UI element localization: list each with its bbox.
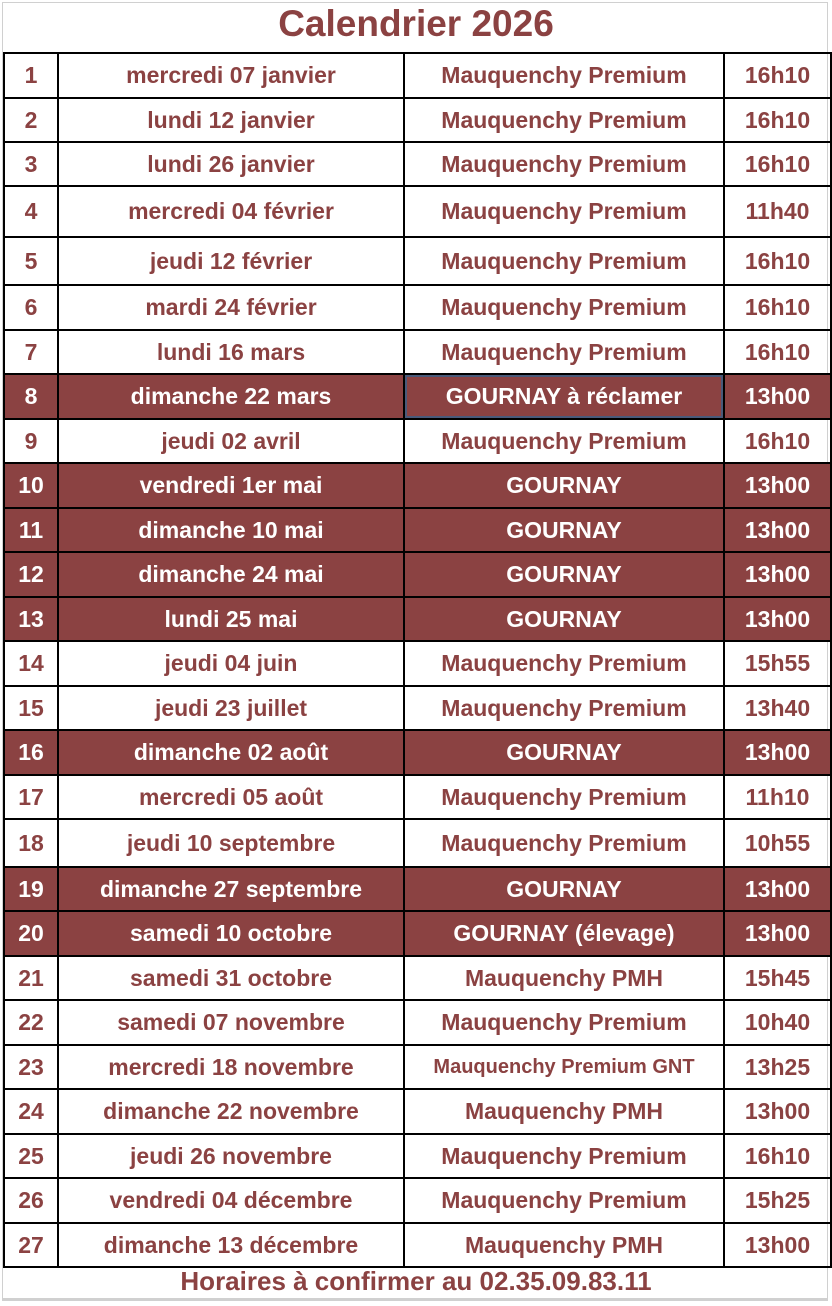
event-date: mercredi 05 août [58, 775, 404, 819]
event-location: GOURNAY [404, 552, 724, 597]
table-row [4, 1045, 831, 1089]
event-date: lundi 16 mars [58, 330, 404, 374]
event-time: 13h00 [724, 374, 831, 419]
row-number: 18 [4, 819, 58, 867]
row-number: 22 [4, 1000, 58, 1045]
event-location: Mauquenchy Premium [404, 285, 724, 330]
row-number: 16 [4, 730, 58, 775]
table-row [4, 53, 831, 98]
event-location: Mauquenchy Premium [404, 775, 724, 819]
event-time: 13h00 [724, 1089, 831, 1134]
table-row [4, 819, 831, 867]
event-date: samedi 10 octobre [58, 911, 404, 956]
table-row [4, 142, 831, 186]
event-time: 16h10 [724, 330, 831, 374]
table-row [4, 186, 831, 237]
table-row [4, 508, 831, 552]
table-row [4, 956, 831, 1000]
event-location: Mauquenchy PMH [404, 1223, 724, 1267]
table-row [4, 1000, 831, 1045]
event-location: Mauquenchy Premium [404, 98, 724, 142]
event-date: dimanche 13 décembre [58, 1223, 404, 1267]
row-number: 24 [4, 1089, 58, 1134]
event-date: lundi 12 janvier [58, 98, 404, 142]
event-date: dimanche 27 septembre [58, 867, 404, 911]
event-location: Mauquenchy Premium [404, 686, 724, 730]
event-location: GOURNAY [404, 730, 724, 775]
event-time: 13h00 [724, 867, 831, 911]
event-location: Mauquenchy Premium [404, 53, 724, 98]
row-number: 11 [4, 508, 58, 552]
event-location: Mauquenchy Premium [404, 237, 724, 285]
table-row [4, 552, 831, 597]
table-row [4, 463, 831, 508]
row-number: 25 [4, 1134, 58, 1178]
event-time: 13h00 [724, 730, 831, 775]
event-date: jeudi 12 février [58, 237, 404, 285]
event-time: 10h55 [724, 819, 831, 867]
event-date: mardi 24 février [58, 285, 404, 330]
row-number: 27 [4, 1223, 58, 1267]
event-location: Mauquenchy Premium [404, 1134, 724, 1178]
event-date: dimanche 22 mars [58, 374, 404, 419]
footer-note: Horaires à confirmer au 02.35.09.83.11 [180, 1266, 652, 1296]
event-date: samedi 31 octobre [58, 956, 404, 1000]
event-location: GOURNAY [404, 597, 724, 641]
event-time: 13h40 [724, 686, 831, 730]
event-time: 10h40 [724, 1000, 831, 1045]
event-date: mercredi 07 janvier [58, 53, 404, 98]
event-date: jeudi 26 novembre [58, 1134, 404, 1178]
event-location: GOURNAY à réclamer [404, 374, 724, 419]
row-number: 1 [4, 53, 58, 98]
event-location: Mauquenchy Premium [404, 819, 724, 867]
row-number: 23 [4, 1045, 58, 1089]
row-number: 12 [4, 552, 58, 597]
event-time: 13h25 [724, 1045, 831, 1089]
table-row [4, 775, 831, 819]
row-number: 13 [4, 597, 58, 641]
table-row [4, 867, 831, 911]
table-row [4, 730, 831, 775]
event-location: Mauquenchy Premium [404, 1178, 724, 1223]
event-location: Mauquenchy PMH [404, 956, 724, 1000]
table-row [4, 1178, 831, 1223]
event-time: 16h10 [724, 53, 831, 98]
table-row [4, 911, 831, 956]
row-number: 6 [4, 285, 58, 330]
event-date: vendredi 04 décembre [58, 1178, 404, 1223]
table-row [4, 1134, 831, 1178]
event-location: Mauquenchy Premium [404, 1000, 724, 1045]
table-row [4, 237, 831, 285]
event-date: jeudi 02 avril [58, 419, 404, 463]
row-number: 15 [4, 686, 58, 730]
event-time: 16h10 [724, 1134, 831, 1178]
event-location: Mauquenchy Premium [404, 186, 724, 237]
event-time: 13h00 [724, 911, 831, 956]
event-location: GOURNAY [404, 508, 724, 552]
event-location: Mauquenchy Premium [404, 641, 724, 686]
event-date: lundi 25 mai [58, 597, 404, 641]
row-number: 2 [4, 98, 58, 142]
table-row [4, 419, 831, 463]
event-date: mercredi 04 février [58, 186, 404, 237]
row-number: 10 [4, 463, 58, 508]
event-date: dimanche 02 août [58, 730, 404, 775]
event-date: jeudi 23 juillet [58, 686, 404, 730]
event-time: 13h00 [724, 508, 831, 552]
event-date: samedi 07 novembre [58, 1000, 404, 1045]
row-number: 3 [4, 142, 58, 186]
event-date: dimanche 10 mai [58, 508, 404, 552]
event-date: lundi 26 janvier [58, 142, 404, 186]
event-time: 16h10 [724, 237, 831, 285]
event-time: 11h40 [724, 186, 831, 237]
event-time: 13h00 [724, 597, 831, 641]
table-row [4, 597, 831, 641]
event-location: Mauquenchy PMH [404, 1089, 724, 1134]
row-number: 17 [4, 775, 58, 819]
table-row [4, 686, 831, 730]
row-number: 14 [4, 641, 58, 686]
event-time: 15h25 [724, 1178, 831, 1223]
event-date: jeudi 04 juin [58, 641, 404, 686]
event-time: 16h10 [724, 98, 831, 142]
table-row [4, 285, 831, 330]
event-time: 16h10 [724, 285, 831, 330]
event-location: Mauquenchy Premium [404, 142, 724, 186]
event-location: Mauquenchy Premium [404, 330, 724, 374]
event-time: 16h10 [724, 419, 831, 463]
event-time: 16h10 [724, 142, 831, 186]
event-location: GOURNAY [404, 463, 724, 508]
table-row [4, 1223, 831, 1267]
event-date: dimanche 22 novembre [58, 1089, 404, 1134]
row-number: 4 [4, 186, 58, 237]
event-date: vendredi 1er mai [58, 463, 404, 508]
event-time: 11h10 [724, 775, 831, 819]
row-number: 26 [4, 1178, 58, 1223]
table-row [4, 1089, 831, 1134]
event-location: GOURNAY [404, 867, 724, 911]
row-number: 8 [4, 374, 58, 419]
event-date: dimanche 24 mai [58, 552, 404, 597]
table-row [4, 98, 831, 142]
event-time: 13h00 [724, 552, 831, 597]
event-location: Mauquenchy Premium [404, 419, 724, 463]
calendar-rows [4, 53, 831, 1267]
event-location: GOURNAY (élevage) [404, 911, 724, 956]
event-time: 15h45 [724, 956, 831, 1000]
table-row [4, 374, 831, 419]
table-row [4, 330, 831, 374]
page-title: Calendrier 2026 [278, 3, 554, 44]
event-time: 13h00 [724, 1223, 831, 1267]
event-date: mercredi 18 novembre [58, 1045, 404, 1089]
row-number: 7 [4, 330, 58, 374]
row-number: 19 [4, 867, 58, 911]
row-number: 9 [4, 419, 58, 463]
calendar-table [3, 52, 832, 1268]
event-time: 15h55 [724, 641, 831, 686]
event-time: 13h00 [724, 463, 831, 508]
event-date: jeudi 10 septembre [58, 819, 404, 867]
row-number: 5 [4, 237, 58, 285]
row-number: 20 [4, 911, 58, 956]
table-row [4, 641, 831, 686]
row-number: 21 [4, 956, 58, 1000]
event-location: Mauquenchy Premium GNT [404, 1045, 724, 1089]
